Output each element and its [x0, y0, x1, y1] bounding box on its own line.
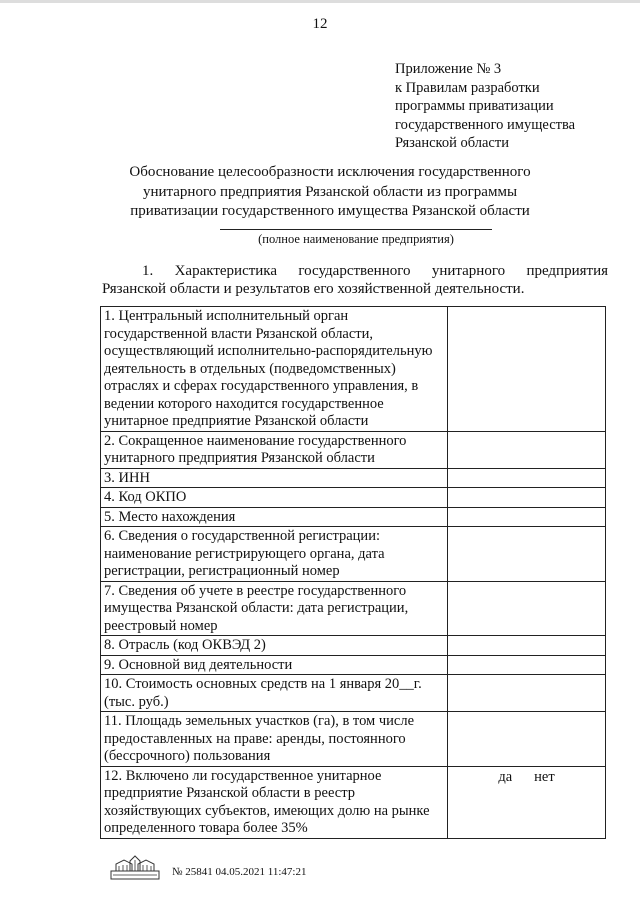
yes-label: да: [498, 768, 513, 785]
row-label: 10. Стоимость основных средств на 1 января 20__г. (тыс. руб.): [101, 675, 448, 712]
row-value: [448, 712, 606, 767]
row-value: [448, 655, 606, 675]
row-label: 2. Сокращенное наименование государственного унитарного предприятия Рязанской области: [101, 431, 448, 468]
appendix-line: государственного имущества: [395, 116, 576, 133]
row-value: [448, 307, 606, 432]
row-value: [448, 581, 606, 636]
table-row: [101, 766, 606, 838]
table-row: [101, 636, 606, 656]
appendix-line: к Правилам разработки: [395, 79, 540, 96]
row-value: [448, 468, 606, 488]
row-label: 6. Сведения о государственной регистрации: наименование регистрирующего органа, дата регистрации, регистрационный номер: [101, 527, 448, 582]
table-row: [101, 307, 606, 432]
row-value: [448, 636, 606, 656]
characteristics-table: [100, 306, 606, 839]
appendix-block: [395, 60, 625, 153]
row-value: [448, 507, 606, 527]
row-label: 7. Сведения об учете в реестре государственного имущества Рязанской области: дата регистрации, реестровый номер: [101, 581, 448, 636]
yes-no-options: [451, 768, 602, 787]
stamp-logo-icon: [110, 854, 160, 880]
table-row: [101, 488, 606, 508]
row-label: 11. Площадь земельных участков (га), в том числе предоставленных на праве: аренды, постоянного (бессрочного) пользования: [101, 712, 448, 767]
row-value: [448, 766, 606, 838]
table-row: [101, 507, 606, 527]
row-label: 8. Отрасль (код ОКВЭД 2): [101, 636, 448, 656]
document-title: [60, 163, 600, 222]
appendix-line: Приложение № 3: [395, 61, 502, 77]
row-label: 9. Основной вид деятельности: [101, 655, 448, 675]
row-label: 5. Место нахождения: [101, 507, 448, 527]
enterprise-name-caption: (полное наименование предприятия): [258, 232, 454, 246]
table-row: [101, 712, 606, 767]
table-row: [101, 675, 606, 712]
section-1-line-1: 1. Характеристика государственного унитарного предприятия: [142, 263, 608, 279]
row-label: 3. ИНН: [101, 468, 448, 488]
table-row: [101, 655, 606, 675]
table-row: [101, 581, 606, 636]
appendix-line: программы приватизации: [395, 98, 554, 114]
table-row: [101, 527, 606, 582]
registration-stamp-text: № 25841 04.05.2021 11:47:21: [172, 866, 307, 878]
row-value: [448, 527, 606, 582]
row-label: 4. Код ОКПО: [101, 488, 448, 508]
title-line: Обоснование целесообразности исключения государственного: [129, 164, 531, 180]
appendix-line: Рязанской области: [395, 135, 509, 151]
no-label: нет: [534, 768, 555, 785]
row-label: 1. Центральный исполнительный орган государственной власти Рязанской области, осуществляющий исполнительно-распорядительную деятельность в отдельных (подведомственных) отраслях и сферах государственного управления, в ведении которого находится государственное унитарное предприятие Рязанской области: [101, 307, 448, 432]
table-row: [101, 431, 606, 468]
scan-edge: [0, 0, 640, 3]
section-1-heading: [102, 262, 608, 298]
table-row: [101, 468, 606, 488]
title-line: приватизации государственного имущества Рязанской области: [130, 203, 530, 219]
page-number: 12: [312, 16, 328, 32]
enterprise-name-line: [220, 229, 492, 230]
section-1-line-2: Рязанской области и результатов его хозяйственной деятельности.: [102, 281, 525, 297]
row-value: [448, 675, 606, 712]
title-line: унитарного предприятия Рязанской области из программы: [142, 183, 518, 200]
row-label: 12. Включено ли государственное унитарное предприятие Рязанской области в реестр хозяйствующих субъектов, имеющих долю на рынке определенного товара более 35%: [101, 766, 448, 838]
row-value: [448, 431, 606, 468]
row-value: [448, 488, 606, 508]
